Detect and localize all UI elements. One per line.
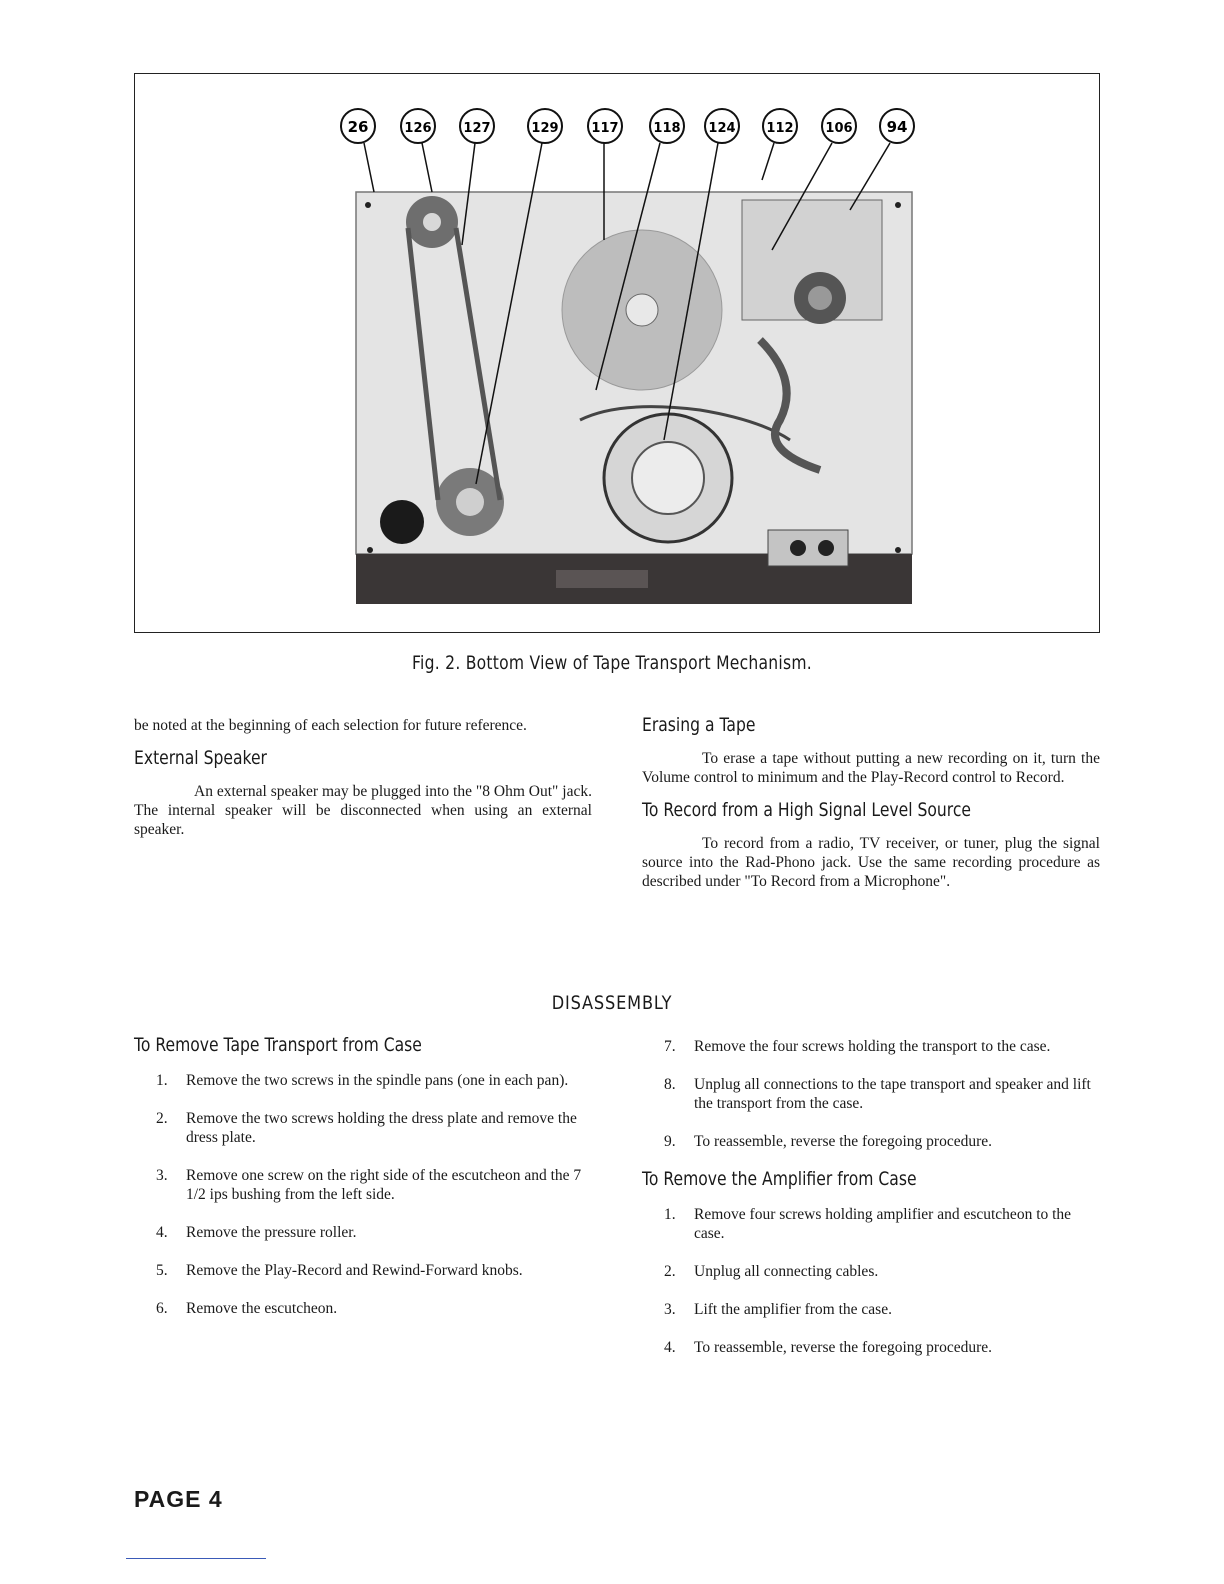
list-item: 8. Unplug all connections to the tape transport and speaker and lift the transport from the case.: [664, 1076, 1091, 1112]
remove-transport-heading: To Remove Tape Transport from Case: [134, 1034, 422, 1056]
svg-text:124: 124: [708, 121, 736, 136]
right-top-column: [642, 716, 1100, 891]
callout-126: [401, 109, 435, 143]
disassembly-title: DISASSEMBLY: [551, 992, 673, 1014]
callout-106: [822, 109, 856, 143]
list-item: 6. Remove the escutcheon.: [156, 1300, 338, 1317]
callout-118: [650, 109, 684, 143]
svg-text:106: 106: [825, 121, 853, 136]
callout-26: [341, 109, 375, 143]
continuation-paragraph: be noted at the beginning of each selection for future reference.: [134, 717, 527, 734]
callout-127: [460, 109, 494, 143]
list-item: 1. Remove the two screws in the spindle pans (one in each pan).: [156, 1072, 569, 1089]
list-item: 4. To reassemble, reverse the foregoing procedure.: [664, 1339, 993, 1356]
remove-transport-steps-continued: [642, 1037, 1100, 1151]
list-item: 9. To reassemble, reverse the foregoing procedure.: [664, 1133, 993, 1150]
list-item: 3. Remove one screw on the right side of the escutcheon and the 7 1/2 ips bushing from the left side.: [156, 1167, 582, 1203]
external-speaker-body: An external speaker may be plugged into the "8 Ohm Out" jack. The internal speaker will be disconnected when using an external speaker.: [134, 783, 592, 838]
svg-text:112: 112: [766, 121, 794, 136]
list-item: 5. Remove the Play-Record and Rewind-Forward knobs.: [156, 1262, 523, 1279]
tape-transport-photo: [0, 0, 1224, 640]
callout-94: [880, 109, 914, 143]
svg-text:118: 118: [653, 121, 681, 136]
remove-transport-section: [134, 1036, 594, 1337]
list-item: 7. Remove the four screws holding the transport to the case.: [664, 1038, 1051, 1055]
footer-rule: [126, 1558, 266, 1559]
svg-text:129: 129: [531, 121, 559, 136]
remove-amplifier-steps: [642, 1205, 1100, 1357]
svg-text:26: 26: [347, 118, 369, 136]
remove-transport-steps: [134, 1071, 594, 1318]
svg-text:94: 94: [886, 118, 908, 136]
external-speaker-heading: External Speaker: [134, 747, 267, 769]
svg-text:127: 127: [463, 121, 491, 136]
svg-text:126: 126: [404, 121, 432, 136]
list-item: 3. Lift the amplifier from the case.: [664, 1301, 892, 1318]
list-item: 4. Remove the pressure roller.: [156, 1224, 357, 1241]
figure-caption: Fig. 2. Bottom View of Tape Transport Mechanism.: [411, 652, 813, 674]
svg-text:117: 117: [591, 121, 619, 136]
list-item: 1. Remove four screws holding amplifier and escutcheon to the case.: [664, 1206, 1072, 1242]
erasing-body: To erase a tape without putting a new recording on it, turn the Volume control to minimum and the Play-Record control to Record.: [642, 750, 1100, 786]
page-number: PAGE 4: [134, 1486, 223, 1512]
right-bottom-column: [642, 1037, 1100, 1376]
callout-117: [588, 109, 622, 143]
list-item: 2. Remove the two screws holding the dress plate and remove the dress plate.: [156, 1110, 577, 1146]
callout-124: [705, 109, 739, 143]
erasing-heading: Erasing a Tape: [642, 714, 756, 736]
high-signal-body: To record from a radio, TV receiver, or tuner, plug the signal source into the Rad-Phono jack. Use the same recording procedure as described under "To Record from a Microphone".: [642, 835, 1100, 890]
remove-amplifier-heading: To Remove the Amplifier from Case: [642, 1168, 917, 1190]
left-top-column: [134, 716, 592, 839]
callout-112: [763, 109, 797, 143]
callout-129: [528, 109, 562, 143]
list-item: 2. Unplug all connecting cables.: [664, 1263, 879, 1280]
high-signal-heading: To Record from a High Signal Level Source: [642, 799, 972, 821]
